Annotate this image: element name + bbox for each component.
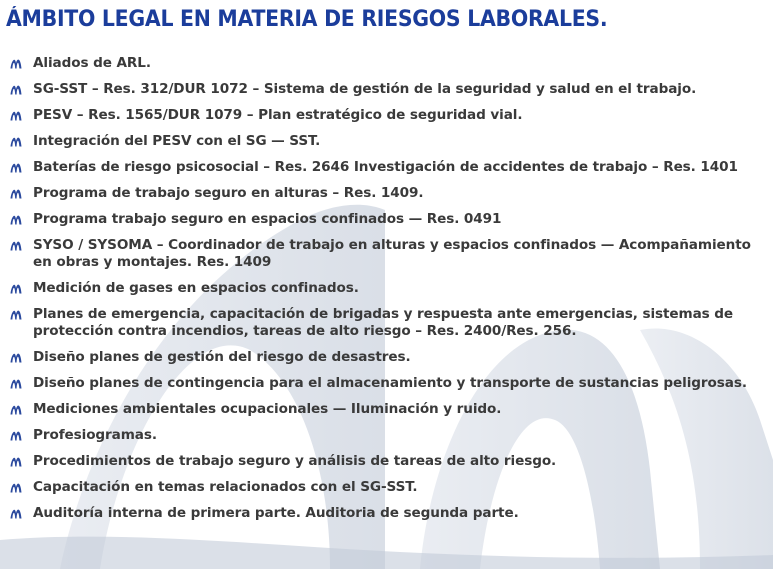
stylized-m-logo-icon: [10, 110, 22, 121]
list-item: [6, 185, 767, 202]
list-item-text: Programa trabajo seguro en espacios confinados — Res. 0491: [33, 211, 502, 227]
list-item-text: Aliados de ARL.: [33, 55, 151, 71]
stylized-m-logo-icon: [10, 240, 22, 251]
list-item-text: Diseño planes de gestión del riesgo de desastres.: [33, 349, 411, 365]
list-item-text: Integración del PESV con el SG — SST.: [33, 133, 321, 149]
list-item: [6, 427, 767, 444]
list-item: [6, 453, 767, 470]
stylized-m-logo-icon: [10, 162, 22, 173]
list-item-text: Diseño planes de contingencia para el almacenamiento y transporte de sustancias peligrosas.: [33, 375, 747, 391]
stylized-m-logo-icon: [10, 136, 22, 147]
stylized-m-logo-icon: [10, 508, 22, 519]
stylized-m-logo-icon: [10, 378, 22, 389]
list-item: [6, 375, 767, 392]
stylized-m-logo-icon: [10, 456, 22, 467]
list-item: [6, 349, 767, 366]
list-item-text: Capacitación en temas relacionados con el SG-SST.: [33, 479, 418, 495]
stylized-m-logo-icon: [10, 214, 22, 225]
list-item-text: SYSO / SYSOMA – Coordinador de trabajo en alturas y espacios confinados — Acompañamiento en obras y montajes. Res. 1409: [33, 237, 751, 270]
list-item: [6, 55, 767, 72]
list-item: [6, 133, 767, 150]
stylized-m-logo-icon: [10, 84, 22, 95]
list-item-text: Profesiogramas.: [33, 427, 157, 443]
stylized-m-logo-icon: [10, 404, 22, 415]
stylized-m-logo-icon: [10, 430, 22, 441]
list-item: [6, 211, 767, 228]
stylized-m-logo-icon: [10, 283, 22, 294]
list-item: [6, 159, 767, 176]
legal-scope-list: [6, 55, 767, 522]
list-item-text: SG-SST – Res. 312/DUR 1072 – Sistema de gestión de la seguridad y salud en el trabajo.: [33, 81, 697, 97]
list-item: [6, 479, 767, 496]
stylized-m-logo-icon: [10, 58, 22, 69]
stylized-m-logo-icon: [10, 482, 22, 493]
stylized-m-logo-icon: [10, 309, 22, 320]
list-item-text: Planes de emergencia, capacitación de brigadas y respuesta ante emergencias, sistemas de protección contra incendios, tareas de alto riesgo – Res. 2400/Res. 256.: [33, 306, 734, 339]
list-item-text: Auditoría interna de primera parte. Auditoria de segunda parte.: [33, 505, 519, 521]
list-item-text: Mediciones ambientales ocupacionales — Iluminación y ruido.: [33, 401, 502, 417]
list-item-text: Baterías de riesgo psicosocial – Res. 2646 Investigación de accidentes de trabajo – Res. 1401: [33, 159, 738, 175]
stylized-m-logo-icon: [10, 352, 22, 363]
list-item: [6, 280, 767, 297]
list-item: [6, 306, 767, 340]
list-item: [6, 237, 767, 271]
page-title: ÁMBITO LEGAL EN MATERIA DE RIESGOS LABORALES.: [6, 7, 608, 32]
list-item-text: Medición de gases en espacios confinados.: [33, 280, 359, 296]
stylized-m-logo-icon: [10, 188, 22, 199]
list-item-text: PESV – Res. 1565/DUR 1079 – Plan estratégico de seguridad vial.: [33, 107, 523, 123]
list-item: [6, 81, 767, 98]
list-item: [6, 107, 767, 124]
list-item: [6, 505, 767, 522]
list-item: [6, 401, 767, 418]
list-item-text: Programa de trabajo seguro en alturas – Res. 1409.: [33, 185, 424, 201]
list-item-text: Procedimientos de trabajo seguro y análisis de tareas de alto riesgo.: [33, 453, 557, 469]
